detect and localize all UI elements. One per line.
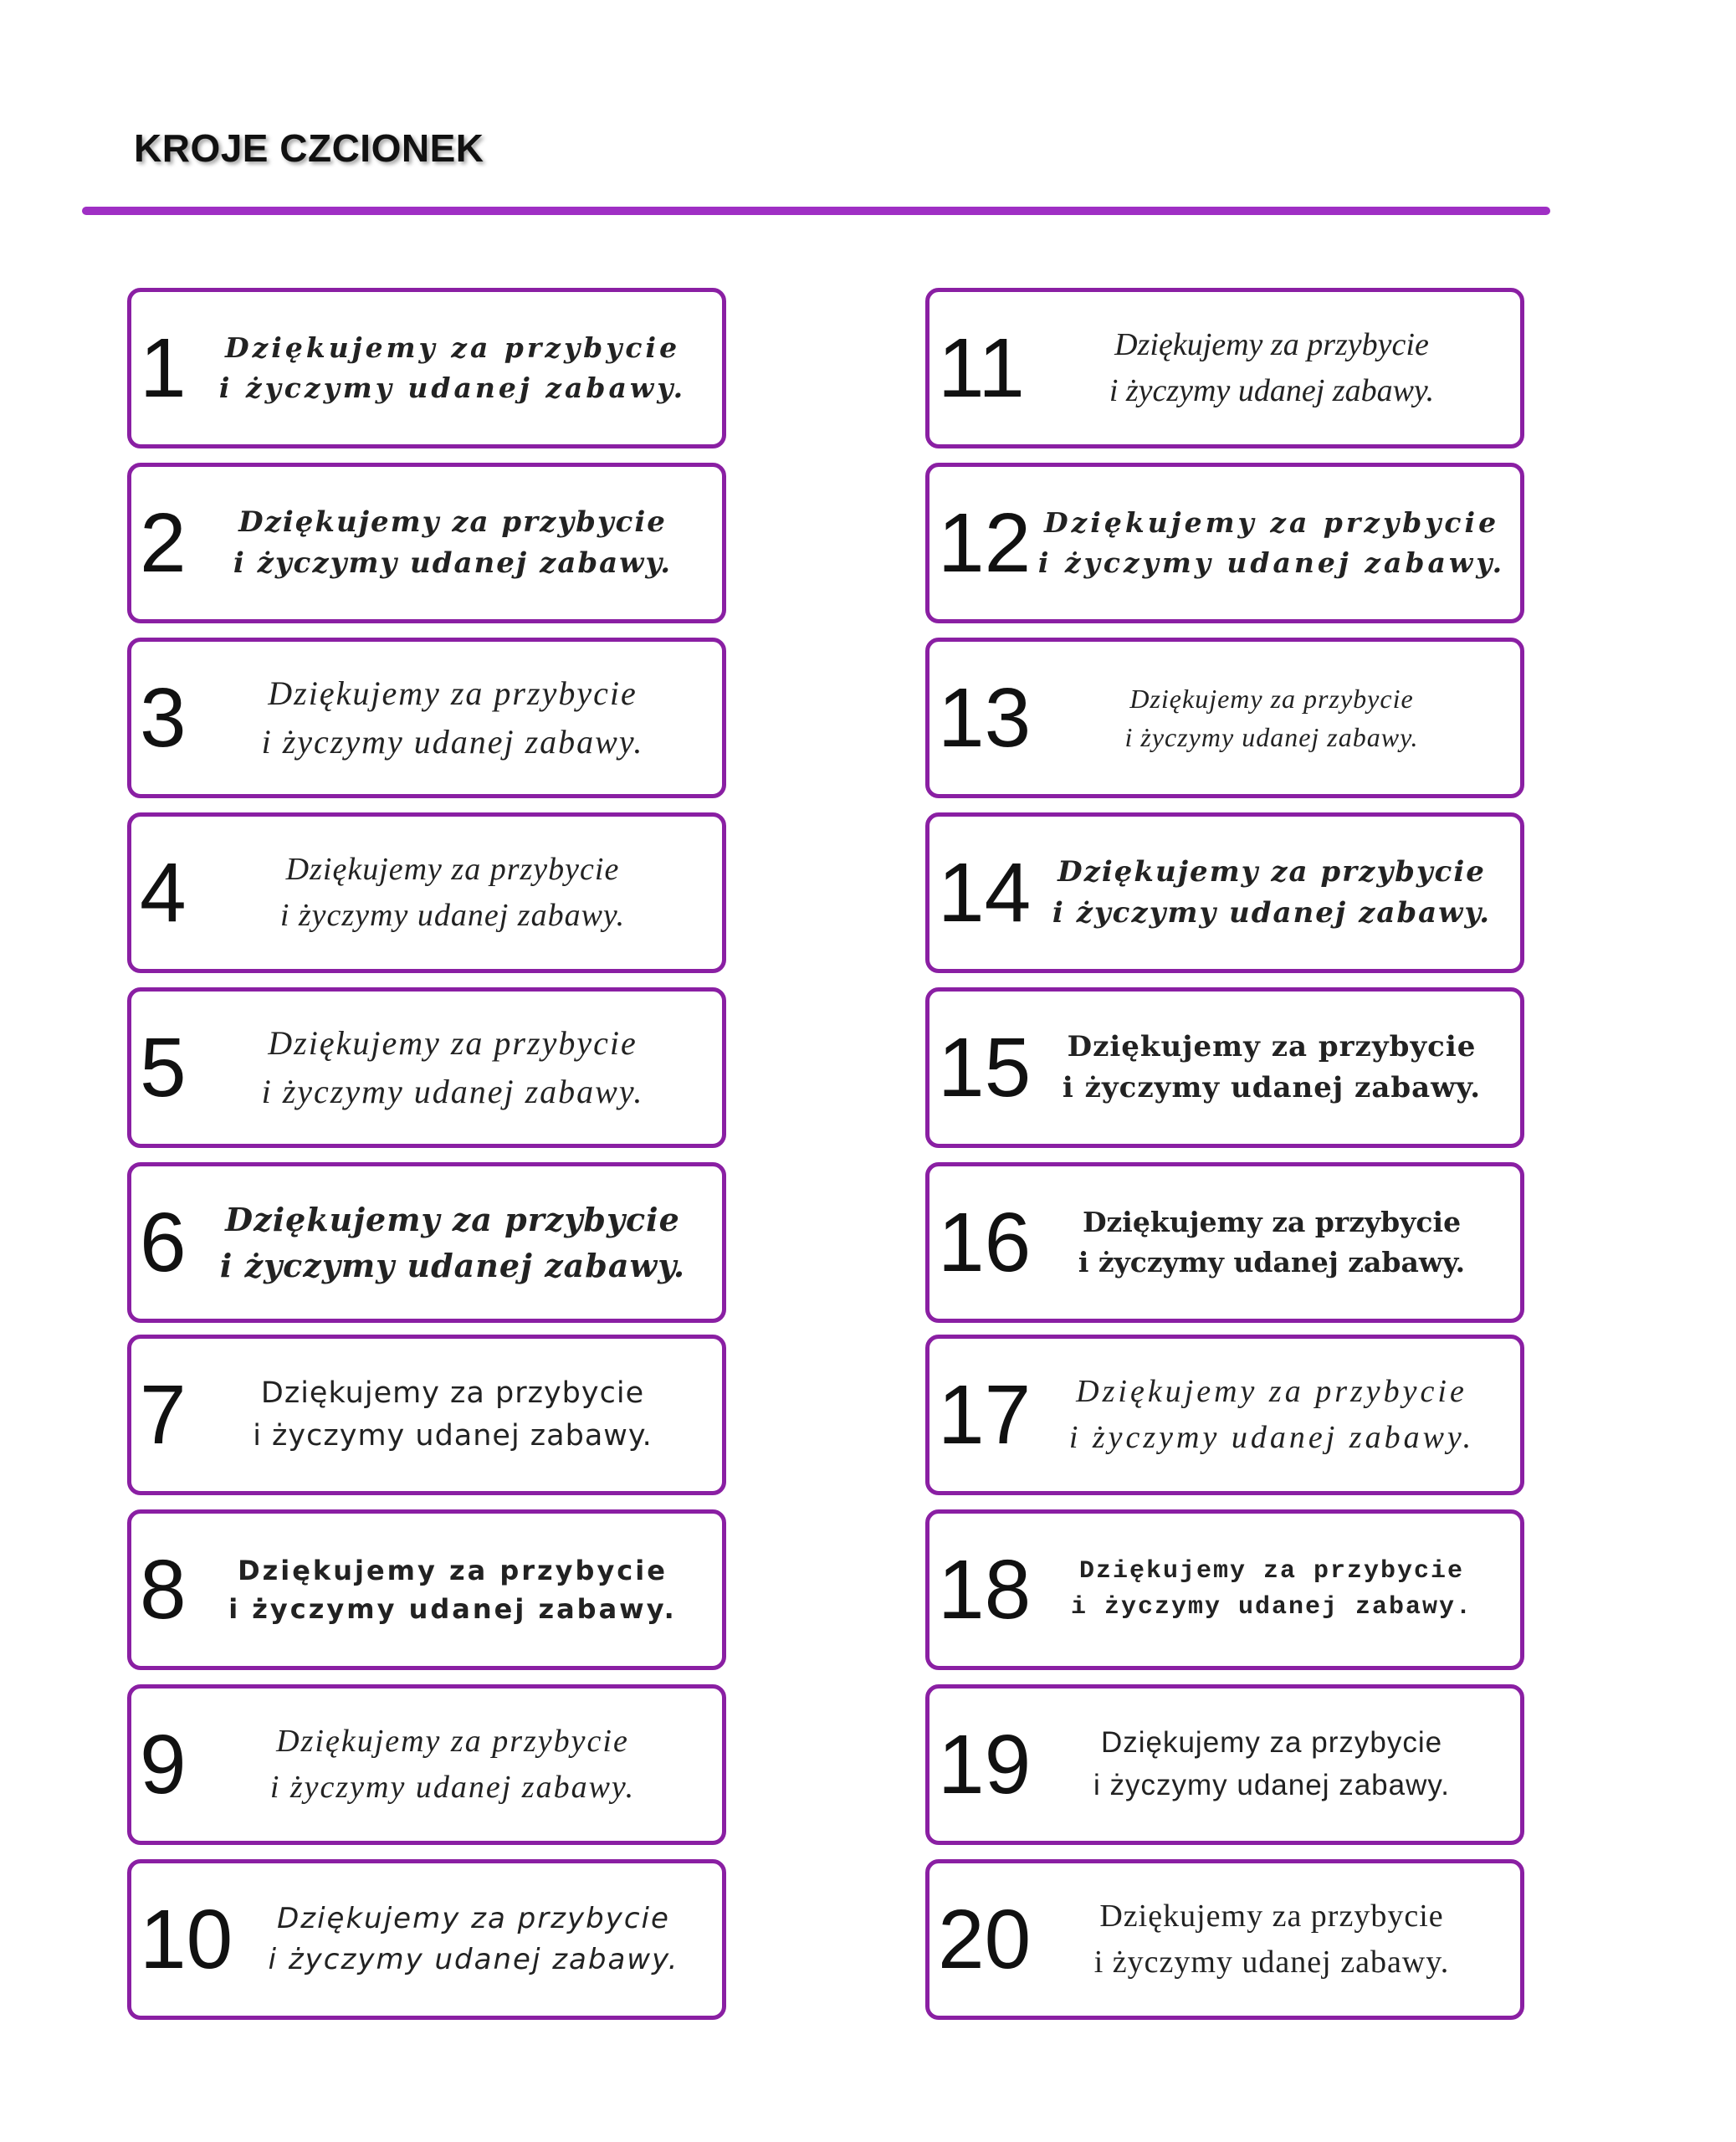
font-sample-text <box>198 1339 707 1491</box>
font-sample-line-1: Dziękujemy za przybycie <box>225 1200 680 1238</box>
font-sample-number: 15 <box>938 1021 1032 1115</box>
font-sample-card <box>127 1335 726 1495</box>
font-sample-card <box>925 463 1524 623</box>
font-sample-line-2: i życzymy udanej zabawy. <box>1093 1769 1450 1801</box>
font-sample-line-1: Dziękujemy za przybycie <box>1114 326 1429 362</box>
font-sample-card <box>127 638 726 798</box>
font-sample-number: 18 <box>938 1543 1032 1637</box>
font-sample-line-1: Dziękujemy za przybycie <box>1076 1373 1467 1409</box>
font-sample-number: 13 <box>938 671 1032 765</box>
font-sample-line-1: Dziękujemy za przybycie <box>1100 1726 1443 1760</box>
font-sample-card <box>127 1684 726 1845</box>
font-sample-number: 14 <box>938 846 1032 940</box>
font-sample-text <box>1038 1514 1505 1666</box>
font-sample-text <box>1038 1863 1505 2016</box>
font-sample-line-2: i życzymy udanej zabawy. <box>1109 373 1435 408</box>
font-sample-number: 5 <box>140 1021 187 1115</box>
font-sample-line-2: i życzymy udanej zabawy. <box>261 723 644 761</box>
font-sample-number: 8 <box>140 1543 187 1637</box>
font-sample-number: 7 <box>140 1368 187 1462</box>
font-sample-text <box>198 1166 707 1319</box>
font-sample-number: 4 <box>140 846 187 940</box>
font-sample-card <box>925 1684 1524 1845</box>
font-sample-text <box>1038 1339 1505 1491</box>
font-sample-line-2: i życzymy udanej zabawy. <box>233 546 673 580</box>
font-sample-line-1: Dziękujemy za przybycie <box>277 1901 670 1935</box>
font-sample-line-1: Dziękujemy za przybycie <box>268 1024 638 1062</box>
font-sample-card <box>925 812 1524 973</box>
font-sample-line-2: i życzymy udanej zabawy. <box>1124 722 1419 752</box>
font-sample-line-1: Dziękujemy za przybycie <box>276 1723 629 1759</box>
font-sample-card <box>925 987 1524 1148</box>
font-sample-line-1: Dziękujemy za przybycie <box>1043 506 1500 540</box>
font-sample-card <box>127 987 726 1148</box>
font-sample-number: 10 <box>140 1893 233 1986</box>
font-sample-line-2: i życzymy udanej zabawy. <box>269 1770 636 1805</box>
font-sample-number: 16 <box>938 1196 1032 1289</box>
font-sample-card <box>925 1335 1524 1495</box>
font-sample-text <box>198 1688 707 1841</box>
font-sample-number: 6 <box>140 1196 187 1289</box>
font-sample-text <box>1038 467 1505 619</box>
font-sample-text <box>1038 642 1505 794</box>
font-sample-number: 9 <box>140 1718 187 1811</box>
font-sample-line-2: i życzymy udanej zabawy. <box>219 1247 686 1284</box>
font-sample-number: 19 <box>938 1718 1032 1811</box>
font-sample-card <box>925 1859 1524 2020</box>
font-sample-line-1: Dziękujemy za przybycie <box>268 674 638 712</box>
font-sample-text <box>198 817 707 969</box>
font-sample-line-2: i życzymy udanej zabawy. <box>1052 896 1492 930</box>
font-sample-line-1: Dziękujemy za przybycie <box>1067 1029 1477 1063</box>
font-sample-line-2: i życzymy udanej zabawy. <box>1037 546 1506 579</box>
font-sample-card <box>925 1509 1524 1670</box>
font-sample-line-2: i życzymy udanej zabawy. <box>253 1419 653 1453</box>
font-sample-line-2: i życzymy udanej zabawy. <box>1070 1593 1473 1622</box>
font-sample-text <box>1038 292 1505 444</box>
font-sample-card <box>127 1509 726 1670</box>
font-sample-text <box>198 642 707 794</box>
font-sample-text <box>1038 817 1505 969</box>
font-sample-text <box>1038 992 1505 1144</box>
font-sample-line-1: Dziękujemy za przybycie <box>1082 1206 1462 1239</box>
font-sample-line-2: i życzymy udanej zabawy. <box>261 1073 644 1110</box>
font-sample-number: 12 <box>938 496 1032 590</box>
font-sample-text <box>198 292 707 444</box>
font-sample-text <box>198 992 707 1144</box>
font-sample-line-2: i życzymy udanej zabawy. <box>1062 1071 1482 1104</box>
font-sample-line-1: Dziękujemy za przybycie <box>238 505 667 539</box>
font-sample-number: 20 <box>938 1893 1032 1986</box>
font-sample-text <box>1038 1688 1505 1841</box>
font-sample-card <box>127 463 726 623</box>
font-sample-line-1: Dziękujemy za przybycie <box>260 1376 645 1411</box>
font-sample-line-1: Dziękujemy za przybycie <box>1099 1898 1444 1934</box>
font-sample-card <box>925 638 1524 798</box>
font-sample-line-2: i życzymy udanej zabawy. <box>218 372 687 404</box>
font-sample-card <box>127 1859 726 2020</box>
font-sample-line-2: i życzymy udanej zabawy. <box>1068 1420 1475 1455</box>
font-sample-line-2: i życzymy udanej zabawy. <box>1093 1945 1450 1980</box>
font-sample-line-1: Dziękujemy za przybycie <box>1129 683 1414 714</box>
font-sample-card <box>127 812 726 973</box>
font-sample-line-2: i życzymy udanej zabawy. <box>279 898 626 933</box>
font-sample-number: 17 <box>938 1368 1032 1462</box>
font-sample-card <box>925 1162 1524 1323</box>
page-title: KROJE CZCIONEK <box>134 126 484 170</box>
font-sample-line-2: i życzymy udanej zabawy. <box>228 1593 677 1625</box>
title-divider <box>82 207 1550 215</box>
font-sample-card <box>925 288 1524 448</box>
font-sample-line-1: Dziękujemy za przybycie <box>285 851 620 887</box>
font-sample-line-1: Dziękujemy za przybycie <box>1057 854 1486 889</box>
font-sample-text <box>198 1514 707 1666</box>
font-sample-line-1: Dziękujemy za przybycie <box>224 331 681 365</box>
font-sample-number: 2 <box>140 496 187 590</box>
font-sample-number: 1 <box>140 321 187 415</box>
font-sample-line-2: i życzymy udanej zabawy. <box>268 1943 679 1976</box>
font-sample-text <box>1038 1166 1505 1319</box>
font-sample-text <box>240 1863 707 2016</box>
font-sample-number: 3 <box>140 671 187 765</box>
font-sample-card <box>127 288 726 448</box>
font-sample-line-2: i życzymy udanej zabawy. <box>1078 1246 1466 1279</box>
font-sample-text <box>198 467 707 619</box>
font-sample-number: 11 <box>938 321 1025 415</box>
font-sample-card <box>127 1162 726 1323</box>
font-sample-line-1: Dziękujemy za przybycie <box>1078 1556 1465 1586</box>
font-sample-line-1: Dziękujemy za przybycie <box>238 1554 668 1586</box>
